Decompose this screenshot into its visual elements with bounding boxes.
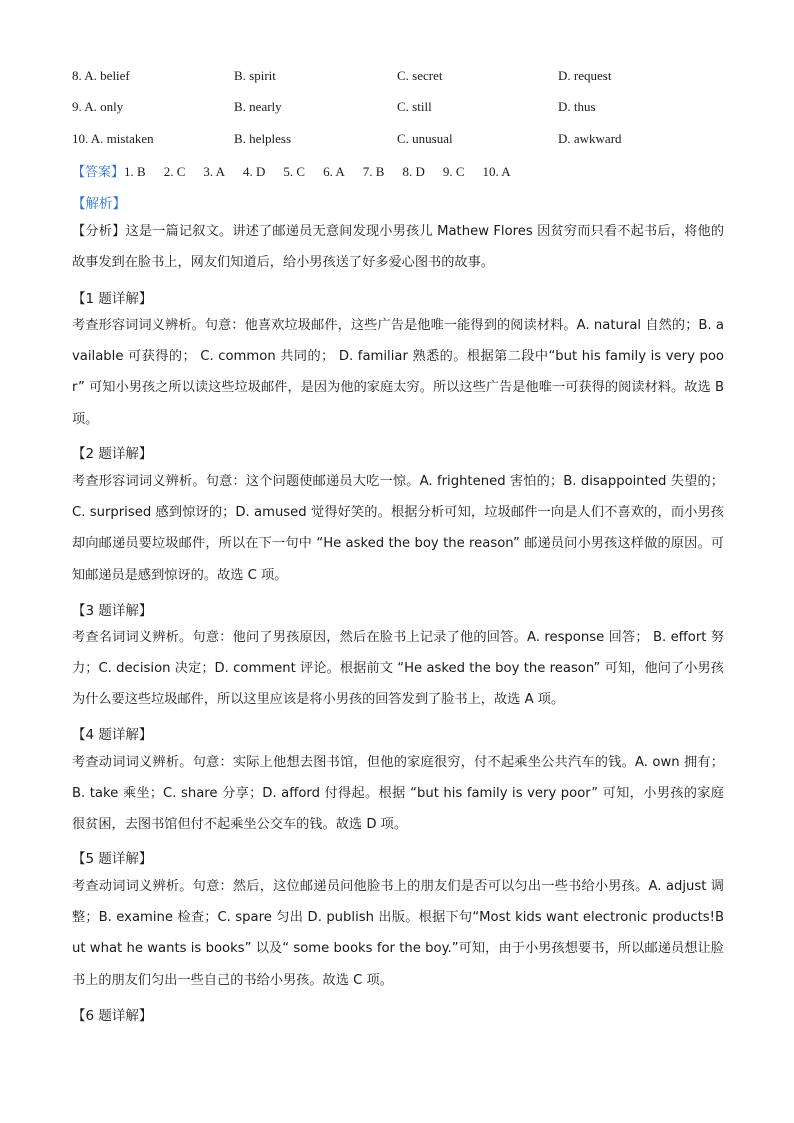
option-a: 10. A. mistaken	[72, 131, 154, 146]
section-text-1: 考查形容词词义辨析。句意：他喜欢垃圾邮件，这些广告是他唯一能得到的阅读材料。A. natural 自然的；B. available 可获得的； C. common 共同的； D. familiar 熟悉的。根据第二段中“but his family is very poor” 可知小男孩之所以读这些垃圾邮件，是因为他的家庭太穷。所以这些广告是他唯一可获得的阅读材料。故选 B 项。	[72, 318, 724, 427]
option-a: 9. A. only	[72, 99, 124, 114]
option-c: C. unusual	[397, 131, 453, 146]
answer-item: 9. C	[442, 164, 465, 179]
section-heading-3: 【3 题详解】	[72, 603, 153, 619]
option-b: B. spirit	[234, 68, 276, 83]
section-text-4: 考查动词词义辨析。句意：实际上他想去图书馆，但他的家庭很穷，付不起乘坐公共汽车的钱。A. own 拥有； B. take 乘坐；C. share 分享；D. afford 付得起。根据 “but his family is very poor” 可知，小男孩的家庭很贫困，去图书馆但付不起乘坐公交车的钱。故选 D 项。	[72, 755, 724, 833]
analysis-label: 【分析】	[72, 224, 126, 239]
answer-item: 6. A	[323, 164, 345, 179]
analysis-paragraph	[72, 216, 724, 278]
section-heading-6: 【6 题详解】	[72, 1008, 153, 1024]
section-text-2: 考查形容词词义辨析。句意：这个问题使邮递员大吃一惊。A. frightened 害怕的；B. disappointed 失望的；C. surprised 感到惊讶的；D. amused 觉得好笑的。根据分析可知，垃圾邮件一向是人们不喜欢的，而小男孩却向邮递员要垃圾邮件，所以在下一句中 “He asked the boy the reason” 邮递员问小男孩这样做的原因。可知邮递员是感到惊讶的。故选 C 项。	[72, 474, 724, 583]
option-row-8	[72, 68, 732, 88]
option-d: D. awkward	[558, 131, 622, 146]
analysis-tag: 【解析】	[72, 196, 126, 212]
answer-item: 2. C	[163, 164, 186, 179]
option-d: D. thus	[558, 99, 596, 114]
option-d: D. request	[558, 68, 612, 83]
answer-item: 8. D	[402, 164, 425, 179]
section-text-3: 考查名词词义辨析。句意：他问了男孩原因，然后在脸书上记录了他的回答。A. response 回答； B. effort 努力；C. decision 决定；D. comment 评论。根据前文 “He asked the boy the reason” 可知，他问了小男孩为什么要这些垃圾邮件，所以这里应该是将小男孩的回答发到了脸书上，故选 A 项。	[72, 630, 724, 708]
answer-item: 4. D	[243, 164, 266, 179]
section-text-5: 考查动词词义辨析。句意：然后，这位邮递员问他脸书上的朋友们是否可以匀出一些书给小男孩。A. adjust 调整；B. examine 检查；C. spare 匀出 D. publish 出版。根据下句“Most kids want electronic products!But what he wants is books” 以及“ some books for the boy.”可知，由于小男孩想要书，所以邮递员想让脸书上的朋友们匀出一些自己的书给小男孩。故选 C 项。	[72, 879, 724, 988]
option-a: 8. A. belief	[72, 68, 130, 83]
answer-item: 3. A	[203, 164, 226, 179]
answer-item: 5. C	[283, 164, 306, 179]
section-heading-1: 【1 题详解】	[72, 291, 153, 307]
answer-item: 10. A	[482, 164, 511, 179]
answer-item: 1. B	[124, 164, 146, 179]
option-row-9	[72, 99, 732, 119]
section-heading-5: 【5 题详解】	[72, 851, 153, 867]
option-b: B. helpless	[234, 131, 292, 146]
answer-label: 【答案】	[72, 165, 125, 180]
option-c: C. still	[397, 99, 432, 114]
section-heading-2: 【2 题详解】	[72, 446, 153, 462]
option-row-10	[72, 131, 732, 151]
answer-item: 7. B	[362, 164, 385, 179]
analysis-text: 这是一篇记叙文。讲述了邮递员无意间发现小男孩儿 Mathew Flores 因贫穷而只看不起书后，将他的故事发到在脸书上，网友们知道后，给小男孩送了好多爱心图书的故事。	[72, 224, 725, 271]
option-c: C. secret	[397, 68, 443, 83]
section-heading-4: 【4 题详解】	[72, 727, 153, 743]
answer-row	[72, 161, 529, 181]
option-b: B. nearly	[234, 99, 282, 114]
